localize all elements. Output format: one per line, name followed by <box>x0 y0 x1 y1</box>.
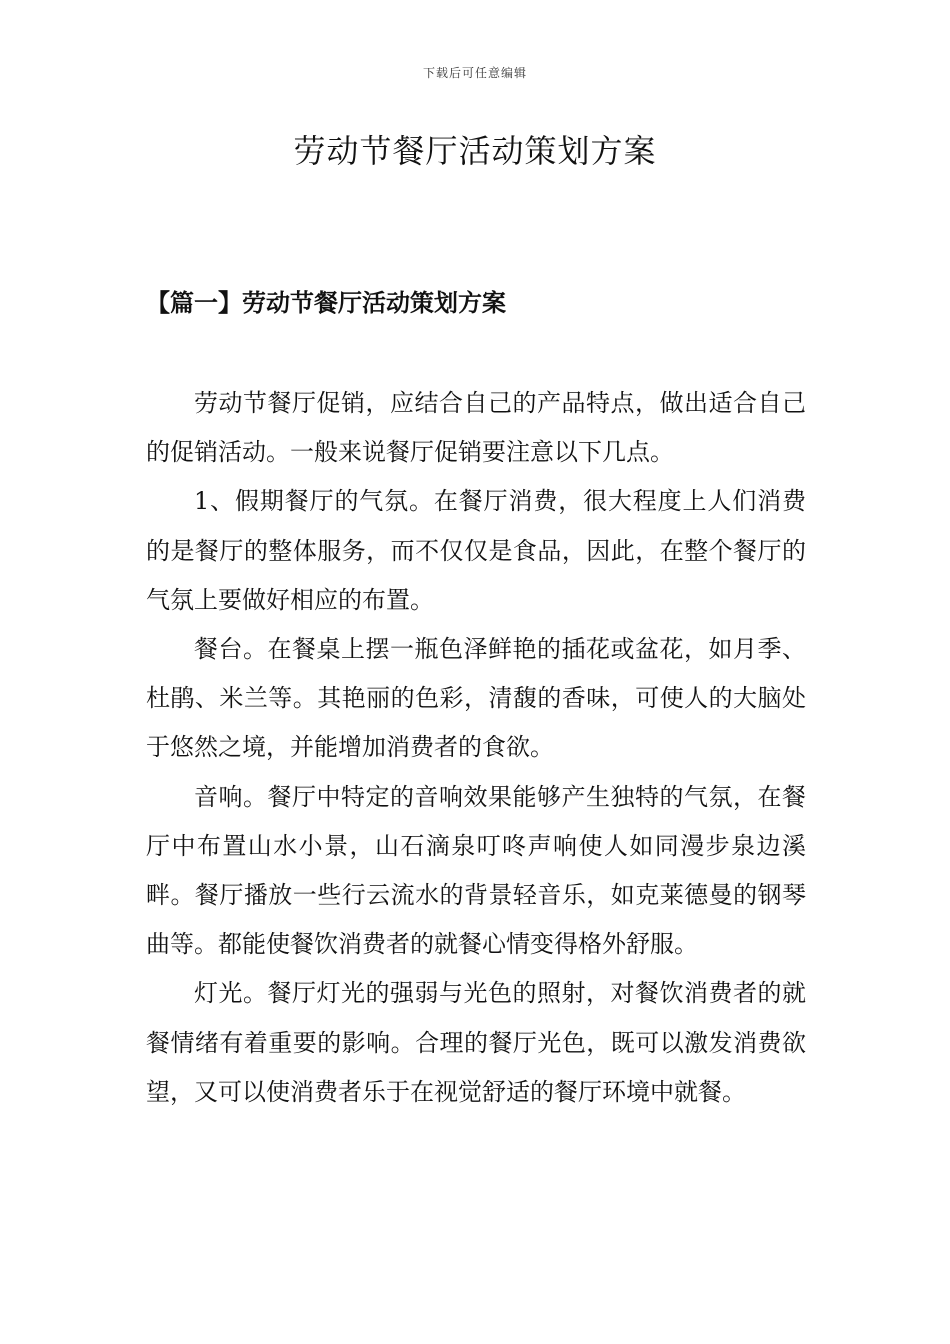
section-heading: 【篇一】劳动节餐厅活动策划方案 <box>146 288 506 317</box>
document-body <box>146 379 806 1117</box>
paragraph-atmosphere: 1、假期餐厅的气氛。在餐厅消费，很大程度上人们消费的是餐厅的整体服务，而不仅仅是食品，因此，在整个餐厅的气氛上要做好相应的布置。 <box>146 487 806 614</box>
paragraph-lighting: 灯光。餐厅灯光的强弱与光色的照射，对餐饮消费者的就餐情绪有着重要的影响。合理的餐厅光色，既可以激发消费欲望，又可以使消费者乐于在视觉舒适的餐厅环境中就餐。 <box>146 979 806 1106</box>
paragraph-intro: 劳动节餐厅促销，应结合自己的产品特点，做出适合自己的促销活动。一般来说餐厅促销要注意以下几点。 <box>146 389 806 467</box>
header-note: 下载后可任意编辑 <box>422 66 527 80</box>
document-title: 劳动节餐厅活动策划方案 <box>293 132 657 170</box>
paragraph-table: 餐台。在餐桌上摆一瓶色泽鲜艳的插花或盆花，如月季、杜鹃、米兰等。其艳丽的色彩，清馥的香味，可使人的大脑处于悠然之境，并能增加消费者的食欲。 <box>146 635 806 762</box>
paragraph-sound: 音响。餐厅中特定的音响效果能够产生独特的气氛，在餐厅中布置山水小景，山石滴泉叮咚声响使人如同漫步泉边溪畔。餐厅播放一些行云流水的背景轻音乐，如克莱德曼的钢琴曲等。都能使餐饮消费者的就餐心情变得格外舒服。 <box>146 782 806 959</box>
